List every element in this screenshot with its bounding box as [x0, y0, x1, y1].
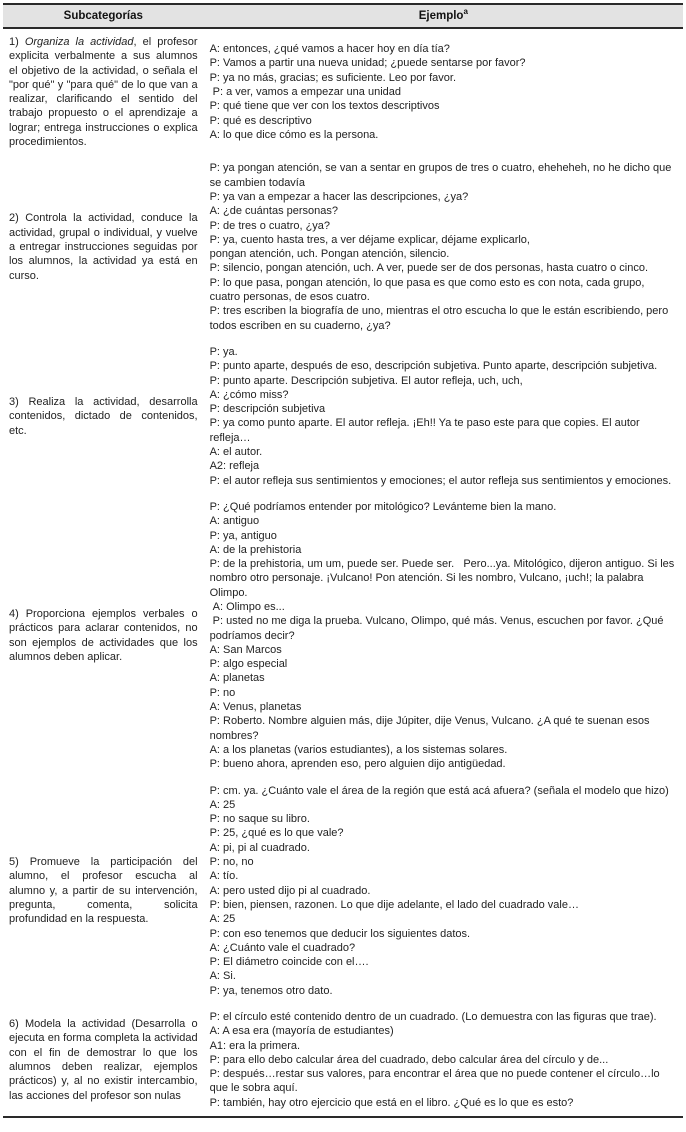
example-line: A1: era la primera.: [209, 1039, 301, 1052]
table-row: [3, 778, 683, 1004]
example-line: A: ¿Cuánto vale el cuadrado?: [209, 941, 356, 954]
example-line: P: Roberto. Nombre alguien más, dije Júpiter, dije Venus, Vulcano. ¿A qué te suenan esos nombres?: [209, 715, 653, 742]
example-cell: [204, 778, 683, 1004]
example-line: P: de la prehistoria, um um, puede ser. Puede ser. Pero...ya. Mitológico, dijeron antiguo. Si les nombro otro personaje. ¡Vulcano! Pon atención. Si les nombro, Vulcano, ¡uch!; la palabra Olimpo.: [209, 558, 678, 599]
example-cell: [204, 1004, 683, 1117]
example-line: P: no, no: [209, 856, 254, 869]
example-line: P: el autor refleja sus sentimientos y emociones; el autor refleja sus sentimientos y emociones.: [209, 474, 672, 487]
subcategory-cell: [3, 28, 204, 155]
example-line: P: no saque su libro.: [209, 813, 310, 826]
example-line: A: a los planetas (varios estudiantes), a los sistemas solares.: [209, 743, 508, 756]
example-line: P: ya, cuento hasta tres, a ver déjame explicar, déjame explicarlo,: [209, 233, 530, 246]
subcategory-text: 2) Controla la actividad, conduce la actividad, grupal o individual, y vuelve a entregar instrucciones seguidas por los alumnos, la actividad ya está en curso.: [9, 212, 198, 282]
table-row: [3, 339, 683, 494]
example-line: P: punto aparte. Descripción subjetiva. El autor refleja, uch, uch,: [209, 374, 523, 387]
example-cell: [204, 339, 683, 494]
example-line: P: El diámetro coincide con el….: [209, 956, 369, 969]
example-line: P: punto aparte, después de eso, descripción subjetiva. Punto aparte, descripción subjetiva.: [209, 360, 658, 373]
subcategory-text: 4) Proporciona ejemplos verbales o prácticos para aclarar contenidos, no son ejemplos de actividades que los alumnos deben aplicar.: [9, 608, 198, 664]
example-line: A: antiguo: [209, 515, 260, 528]
example-line: P: ya, tenemos otro dato.: [209, 984, 333, 997]
subcategories-table: [3, 3, 683, 1118]
example-line: P: Vamos a partir una nueva unidad; ¿puede sentarse por favor?: [209, 57, 526, 70]
example-line: P: con eso tenemos que deducir los siguientes datos.: [209, 927, 471, 940]
example-line: P: ya como punto aparte. El autor refleja. ¡Eh!! Ya te paso este para que copies. El autor refleja…: [209, 417, 643, 444]
example-line: P: usted no me diga la prueba. Vulcano, Olimpo, qué más. Venus, escuchen por favor. ¿Qué podríamos decir?: [209, 615, 667, 642]
example-cell: [204, 28, 683, 155]
subcategory-italic-text: Organiza la actividad: [24, 36, 134, 48]
example-line: P: ¿Qué podríamos entender por mitológico? Levánteme bien la mano.: [209, 500, 557, 513]
example-line: A: de la prehistoria: [209, 543, 302, 556]
example-line: A: planetas: [209, 672, 265, 685]
subcategory-cell: [3, 339, 204, 494]
example-line: pongan atención, uch. Pongan atención, silencio.: [209, 248, 450, 261]
example-line: P: algo especial: [209, 658, 288, 671]
example-line: A: tío.: [209, 870, 239, 883]
example-line: A: ¿de cuántas personas?: [209, 205, 339, 218]
subcategory-cell: [3, 155, 204, 339]
example-cell: [204, 494, 683, 778]
example-line: A: San Marcos: [209, 643, 282, 656]
table-row: [3, 1004, 683, 1117]
subcategory-text: , el profesor explicita verbalmente a sus alumnos el objetivo de la actividad, o señala el "por qué" y "para qué" de lo que van a realizar, clarificando el sentido del trabajo propuesto o el aprendizaje a lograr; entrega instrucciones o explica procedimientos.: [9, 36, 198, 149]
example-line: P: ya.: [209, 345, 238, 358]
footnote-marker: a: [463, 7, 468, 17]
example-line: P: qué es descriptivo: [209, 114, 312, 127]
column-header-label: Subcategorías: [63, 10, 143, 22]
subcategory-cell: [3, 778, 204, 1004]
example-line: P: para ello debo calcular área del cuadrado, debo calcular área del círculo y de...: [209, 1053, 609, 1066]
example-line: A: entonces, ¿qué vamos a hacer hoy en día tía?: [209, 43, 450, 56]
example-line: P: bueno ahora, aprenden eso, pero alguien dijo antigüedad.: [209, 758, 506, 771]
example-line: P: a ver, vamos a empezar una unidad: [209, 86, 401, 99]
example-line: P: también, hay otro ejercicio que está en el libro. ¿Qué es lo que es esto?: [209, 1096, 574, 1109]
example-line: P: ya no más, gracias; es suficiente. Leo por favor.: [209, 71, 456, 84]
example-line: P: el círculo esté contenido dentro de un cuadrado. (Lo demuestra con las figuras que trae).: [209, 1011, 657, 1023]
example-line: A: 25: [209, 798, 236, 811]
example-line: A: el autor.: [209, 446, 263, 459]
example-line: P: ya pongan atención, se van a sentar en grupos de tres o cuatro, eheheheh, no he dicho que se cambien todavía: [209, 162, 675, 189]
example-line: A: Venus, planetas: [209, 701, 302, 714]
example-line: P: 25, ¿qué es lo que vale?: [209, 827, 344, 840]
example-line: P: lo que pasa, pongan atención, lo que pasa es que como esto es con nota, cada grupo, cuatro personas, de esos cuatro.: [209, 276, 648, 304]
subcategory-text: 5) Promueve la participación del alumno, el profesor escucha al alumno y, a partir de su intervención, pregunta, comenta, solicita profundidad en la respuesta.: [9, 856, 198, 926]
header-row: [3, 4, 683, 28]
example-line: A: A esa era (mayoría de estudiantes): [209, 1025, 394, 1038]
example-line: P: de tres o cuatro, ¿ya?: [209, 219, 331, 232]
subcategory-text: 1): [9, 36, 25, 48]
example-line: A: 25: [209, 913, 236, 926]
column-header-ejemplo: [204, 4, 683, 28]
column-header-subcategorias: [3, 4, 204, 28]
example-line: A: pi, pi al cuadrado.: [209, 841, 310, 854]
subcategory-text: 3) Realiza la actividad, desarrolla contenidos, dictado de contenidos, etc.: [9, 395, 198, 437]
table-row: [3, 155, 683, 339]
example-line: A: lo que dice cómo es la persona.: [209, 128, 379, 141]
column-header-label: Ejemplo: [418, 10, 464, 22]
subcategory-cell: [3, 1004, 204, 1117]
example-line: P: ya van a empezar a hacer las descripciones, ¿ya?: [209, 190, 469, 203]
example-line: P: qué tiene que ver con los textos descriptivos: [209, 100, 440, 113]
example-line: A2: refleja: [209, 460, 260, 473]
example-line: A: Olimpo es...: [209, 600, 285, 613]
example-line: A: ¿cómo miss?: [209, 388, 289, 401]
example-line: P: después…restar sus valores, para encontrar el área que no puede contener el círculo…lo que le sobra aquí.: [209, 1068, 663, 1095]
example-line: P: silencio, pongan atención, uch. A ver, puede ser de dos personas, hasta cuatro o cinco.: [209, 262, 649, 275]
example-cell: [204, 155, 683, 339]
example-line: P: cm. ya. ¿Cuánto vale el área de la región que está acá afuera? (señala el modelo que hizo): [209, 784, 669, 797]
subcategory-cell: [3, 494, 204, 778]
subcategory-text: 6) Modela la actividad (Desarrolla o ejecuta en forma completa la actividad con el fin de demostrar lo que los alumnos deben realizar, ejemplos prácticos) y, al no existir intercambio, las acciones del profesor son nulas: [9, 1018, 198, 1102]
table-row: [3, 494, 683, 778]
example-line: P: bien, piensen, razonen. Lo que dije adelante, el lado del cuadrado vale…: [209, 898, 579, 911]
example-line: A: Si.: [209, 970, 236, 983]
table-row: [3, 28, 683, 155]
example-line: P: descripción subjetiva: [209, 403, 326, 416]
example-line: A: pero usted dijo pi al cuadrado.: [209, 884, 371, 897]
example-line: P: tres escriben la biografía de uno, mientras el otro escucha lo que le están escribiendo, pero todos escriben en su cuaderno, ¿ya?: [209, 305, 672, 332]
example-line: P: no: [209, 686, 236, 699]
example-line: P: ya, antiguo: [209, 529, 277, 542]
